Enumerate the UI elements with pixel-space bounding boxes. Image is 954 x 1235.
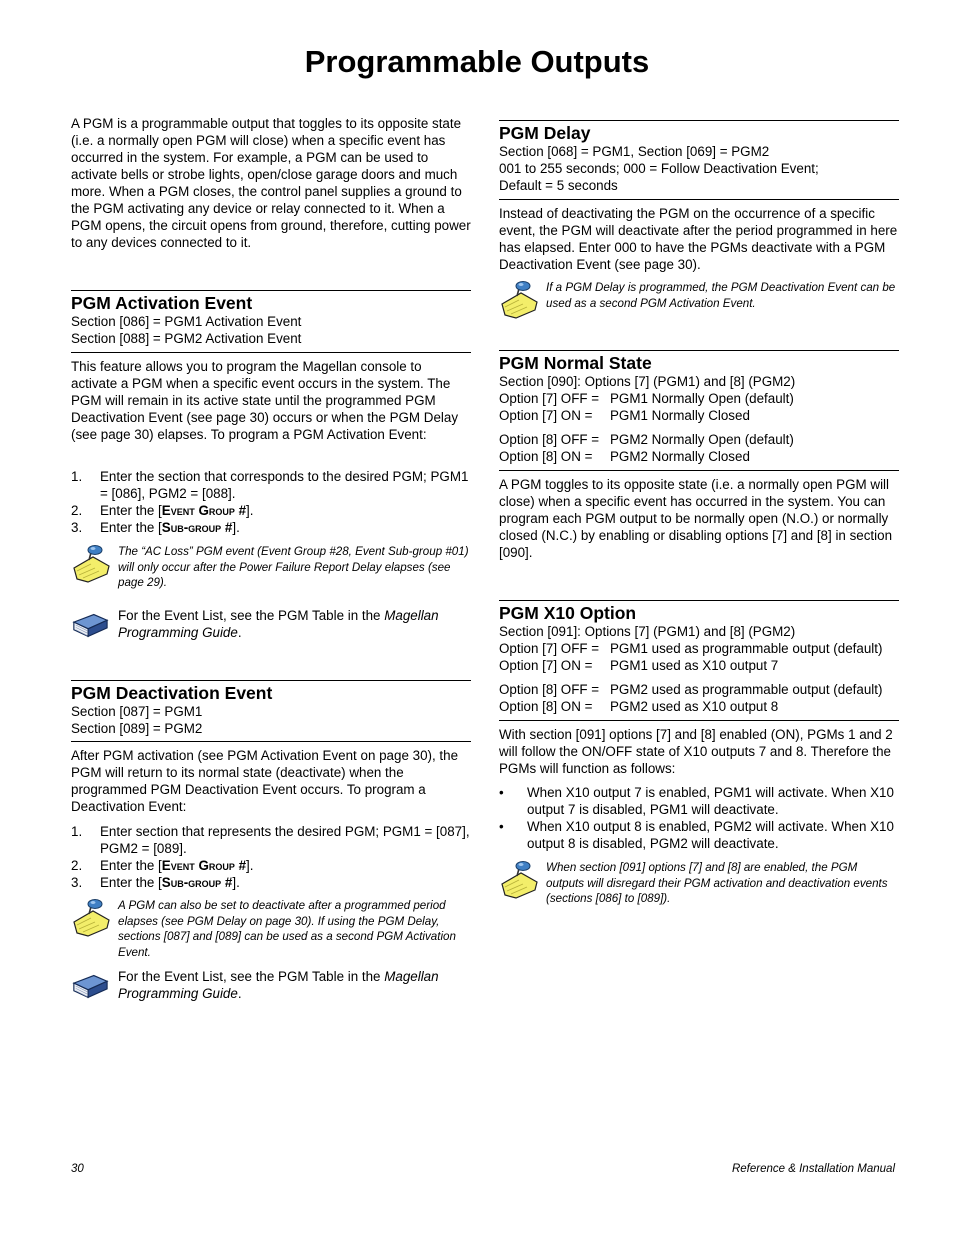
divider [499,470,899,471]
activation-note [71,544,471,592]
delay-section [499,120,899,194]
deactivation-reference [71,968,471,1008]
x10-body: With section [091] options [7] and [8] enabled (ON), PGMs 1 and 2 will follow the ON/OFF state of X10 outputs 7 and 8. Therefore the PGMs will function as follows: [499,727,893,776]
deactivation-note [71,898,471,962]
list-item: 3. Enter the [Sub-group #]. [71,875,240,890]
option-row: Option [7] OFF = PGM1 Normally Open (default) [499,391,794,406]
divider [71,352,471,353]
activation-body: This feature allows you to program the Magellan console to activate a PGM when a specific event occurs in the system. The PGM will remain in its active state until the programmed PGM Deactivation Event (see page 30) occurs or when the PGM Delay (see page 30) elapses. To program a PGM Activation Event: [71,359,459,442]
footer-manual-title: Reference & Installation Manual [731,1163,895,1175]
list-item: 2. Enter the [Event Group #]. [71,858,254,873]
normal-state-body: A PGM toggles to its opposite state (i.e. a normally open PGM will close) when a specific event has occurred in the system. You can program each PGM output to be normally open (N.O.) or normally closed (N.C.) by enabling or disabling options [7] and [8] in section [090]. [499,477,893,560]
normal-state-heading: PGM Normal State [499,353,652,373]
pushpin-note-icon [499,860,539,900]
note-text: When section [091] options [7] and [8] are enabled, the PGM outputs will disregard their PGM activation and deactivation events (sections [086] to [089]). [546,861,888,906]
option-row: Option [7] ON = PGM1 used as X10 output 7 [499,658,779,673]
delay-section-line-1: Section [068] = PGM1, Section [069] = PGM2 [499,144,770,159]
list-item: • When X10 output 7 is enabled, PGM1 will activate. When X10 output 7 is disabled, PGM1 will deactivate. [499,785,894,817]
divider [71,741,471,742]
note-text: If a PGM Delay is programmed, the PGM Deactivation Event can be used as a second PGM Activation Event. [546,281,896,310]
list-item: 2. Enter the [Event Group #]. [71,503,254,518]
pushpin-note-icon [499,280,539,320]
option-row: Option [8] ON = PGM2 Normally Closed [499,449,750,464]
x10-heading: PGM X10 Option [499,603,637,623]
list-item: • When X10 output 8 is enabled, PGM2 will activate. When X10 output 8 is disabled, PGM2 will deactivate. [499,819,894,851]
normal-state-section [499,350,899,465]
divider [499,199,899,200]
activation-reference [71,607,471,647]
deactivation-steps [71,823,471,891]
delay-body: Instead of deactivating the PGM on the occurrence of a specific event, the PGM will deactivate after the period programmed in here has elapsed. Enter 000 to have the PGMs deactivate with a PGM Deactivation Event (see page 30). [499,206,898,272]
activation-heading: PGM Activation Event [71,293,253,313]
deactivation-body: After PGM activation (see PGM Activation Event on page 30), the PGM will return to its normal state (deactivate) when the programmed PGM Deactivation Event occurs. To program a Deactivation Event: [71,748,459,814]
list-item: 1. Enter section that represents the desired PGM; PGM1 = [087], PGM2 = [089]. [71,824,470,856]
delay-section-line-2: 001 to 255 seconds; 000 = Follow Deactivation Event; [499,161,819,176]
delay-heading: PGM Delay [499,123,591,143]
activation-section-line-1: Section [086] = PGM1 Activation Event [71,314,302,329]
x10-section [499,600,899,715]
list-item: 1. Enter the section that corresponds to the desired PGM; PGM1 = [086], PGM2 = [088]. [71,469,469,501]
reference-text: For the Event List, see the PGM Table in the Magellan Programming Guide. [118,969,439,1001]
reference-text: For the Event List, see the PGM Table in the Magellan Programming Guide. [118,608,439,640]
pushpin-note-icon [71,544,111,584]
activation-section [71,290,471,347]
divider [499,720,899,721]
list-item: 3. Enter the [Sub-group #]. [71,520,240,535]
book-icon [71,610,109,640]
deactivation-section-line-2: Section [089] = PGM2 [71,721,203,736]
x10-section-line: Section [091]: Options [7] (PGM1) and [8] (PGM2) [499,624,796,639]
delay-note [499,280,899,324]
activation-steps [71,468,471,536]
deactivation-heading: PGM Deactivation Event [71,683,273,703]
option-row: Option [7] OFF = PGM1 used as programmable output (default) [499,641,883,656]
deactivation-section [71,680,471,737]
page-title: Programmable Outputs [304,44,650,79]
x10-bullets [499,784,899,852]
note-text: The “AC Loss” PGM event (Event Group #28, Event Sub-group #01) will only occur after the Power Failure Report Delay elapses (see page 29). [118,545,469,590]
pushpin-note-icon [71,898,111,938]
normal-state-section-line: Section [090]: Options [7] (PGM1) and [8] (PGM2) [499,374,796,389]
note-text: A PGM can also be set to deactivate after a programmed period elapses (see PGM Delay on page 30). If using the PGM Delay, sections [087] and [089] can be used as a second PGM Activation Event. [118,899,456,959]
intro-paragraph: A PGM is a programmable output that toggles to its opposite state (i.e. a normally open PGM will close) when a specific event has occurred in the system. For example, a PGM can be used to activate bells or strobe lights, open/close garage doors and much more. When a PGM closes, the control panel supplies a ground to the PGM activating any device or relay connected to it. When a PGM opens, the circuit opens from ground, therefore, cutting power to any devices connected to it. [71,116,471,250]
page-number: 30 [71,1163,84,1175]
option-row: Option [8] ON = PGM2 used as X10 output 8 [499,699,779,714]
x10-note [499,860,899,908]
option-row: Option [8] OFF = PGM2 Normally Open (default) [499,432,794,447]
activation-section-line-2: Section [088] = PGM2 Activation Event [71,331,302,346]
option-row: Option [8] OFF = PGM2 used as programmable output (default) [499,682,883,697]
book-icon [71,971,109,1001]
option-row: Option [7] ON = PGM1 Normally Closed [499,408,750,423]
delay-section-line-3: Default = 5 seconds [499,178,618,193]
deactivation-section-line-1: Section [087] = PGM1 [71,704,203,719]
